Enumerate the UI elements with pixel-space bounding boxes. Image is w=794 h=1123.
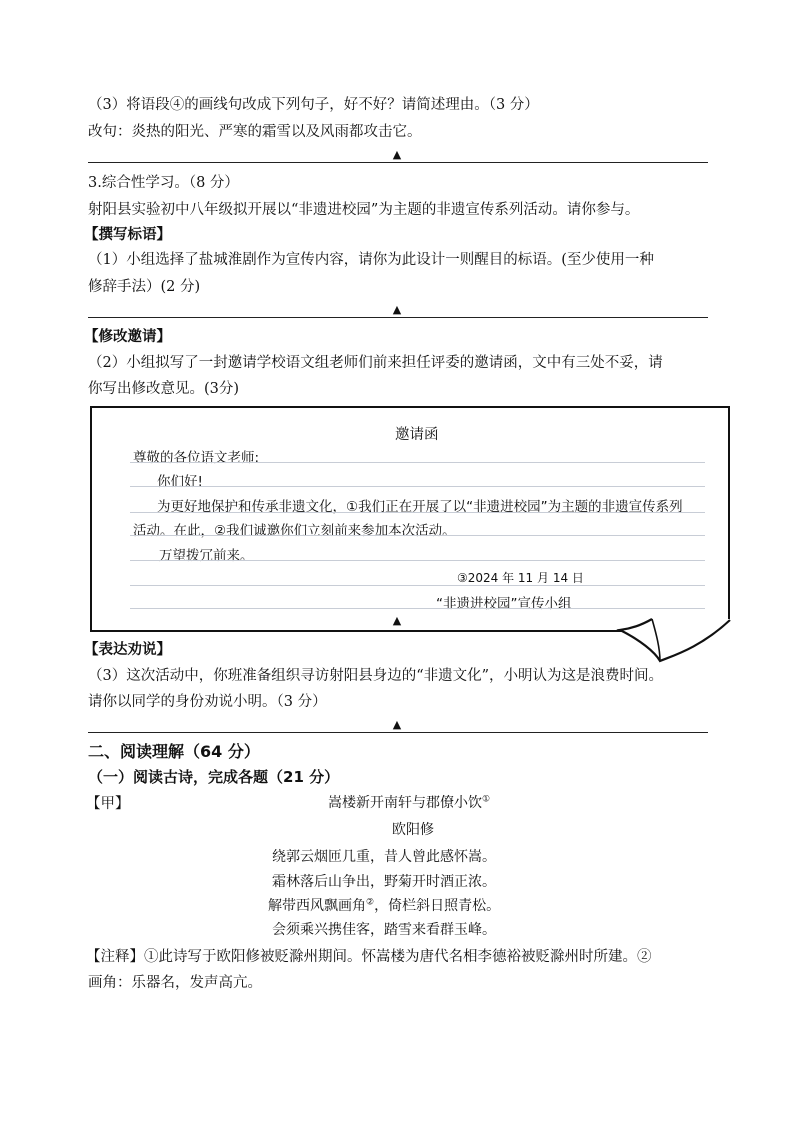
letter-date: ③2024 年 11 月 14 日 <box>457 571 584 585</box>
poem-line-1: 绕郭云烟匝几重，昔人曾此感怀嵩。 <box>272 849 496 865</box>
letter-rule <box>130 462 705 463</box>
answer-triangle-icon: ▲ <box>392 303 402 316</box>
letter-rule <box>130 608 705 609</box>
answer-line <box>88 732 708 733</box>
answer-triangle-icon: ▲ <box>392 148 402 161</box>
letter-signature: “非遗进校园”宣传小组 <box>436 596 572 612</box>
letter-rule <box>130 560 705 561</box>
letter-title: 邀请函 <box>395 427 439 443</box>
letter-rule <box>130 486 705 487</box>
part2-title: 二、阅读理解（64 分） <box>88 742 260 761</box>
task2-line2: 你写出修改意见。(3分) <box>88 381 240 397</box>
poem-line-4: 会须乘兴携佳客，踏雪来看群玉峰。 <box>272 922 496 938</box>
answer-line <box>88 317 708 318</box>
letter-body-2: 活动。在此，②我们诚邀你们立刻前来参加本次活动。 <box>133 523 456 539</box>
poem-label: 【甲】 <box>86 796 130 812</box>
q3-prompt: （3）将语段④的画线句改成下列句子，好不好？请简述理由。（3 分） <box>88 97 539 113</box>
poem-title: 嵩楼新开南轩与郡僚小饮① <box>328 794 491 811</box>
task2-title: 【修改邀请】 <box>84 328 171 345</box>
task3-line2: 请你以同学的身份劝说小明。（3 分） <box>88 694 327 710</box>
task1-line2: 修辞手法）(2 分) <box>88 279 201 295</box>
letter-greeting: 你们好! <box>157 474 203 490</box>
task3-title: 【表达劝说】 <box>84 641 171 658</box>
task2-line1: （2）小组拟写了一封邀请学校语文组老师们前来担任评委的邀请函，文中有三处不妥，请 <box>88 355 663 371</box>
task3-line1: （3）这次活动中，你班准备组织寻访射阳县身边的“非遗文化”，小明认为这是浪费时间。 <box>88 668 664 684</box>
poem-line3-note: ② <box>366 897 375 908</box>
answer-triangle-icon: ▲ <box>392 614 402 627</box>
task1-line1: （1）小组选择了盐城淮剧作为宣传内容，请你为此设计一则醒目的标语。(至少使用一种 <box>88 252 654 268</box>
task1-title: 【撰写标语】 <box>84 226 171 243</box>
poem-line-3: 解带西风飘画角②，倚栏斜日照青松。 <box>268 897 501 914</box>
letter-rule <box>130 535 705 536</box>
answer-triangle-icon: ▲ <box>392 718 402 731</box>
letter-salutation: 尊敬的各位语文老师: <box>133 450 260 466</box>
note-line-2: 画角：乐器名，发声高亢。 <box>88 975 262 991</box>
note-line-1: 【注释】①此诗写于欧阳修被贬滁州期间。怀嵩楼为唐代名相李德裕被贬滁州时所建。② <box>86 949 652 965</box>
poem-author: 欧阳修 <box>392 822 434 838</box>
q3-rewrite: 改句：炎热的阳光、严寒的霜雪以及风雨都攻击它。 <box>88 124 422 140</box>
poem-line-2: 霜林落后山争出，野菊开时酒正浓。 <box>272 874 496 890</box>
section3-title: 3.综合性学习。（8 分） <box>88 175 239 191</box>
poem-title-note: ① <box>482 794 491 805</box>
part2-subtitle: （一）阅读古诗，完成各题（21 分） <box>88 768 340 786</box>
letter-rule <box>130 585 705 586</box>
letter-closing: 万望拨冗前来。 <box>159 548 254 564</box>
section3-intro: 射阳县实验初中八年级拟开展以“非遗进校园”为主题的非遗宣传系列活动。请你参与。 <box>88 202 640 218</box>
letter-rule <box>130 512 705 513</box>
answer-line <box>88 162 708 163</box>
letter-body-1: 为更好地保护和传承非遗文化，①我们正在开展了以“非遗进校园”为主题的非遗宣传系列 <box>157 499 683 515</box>
